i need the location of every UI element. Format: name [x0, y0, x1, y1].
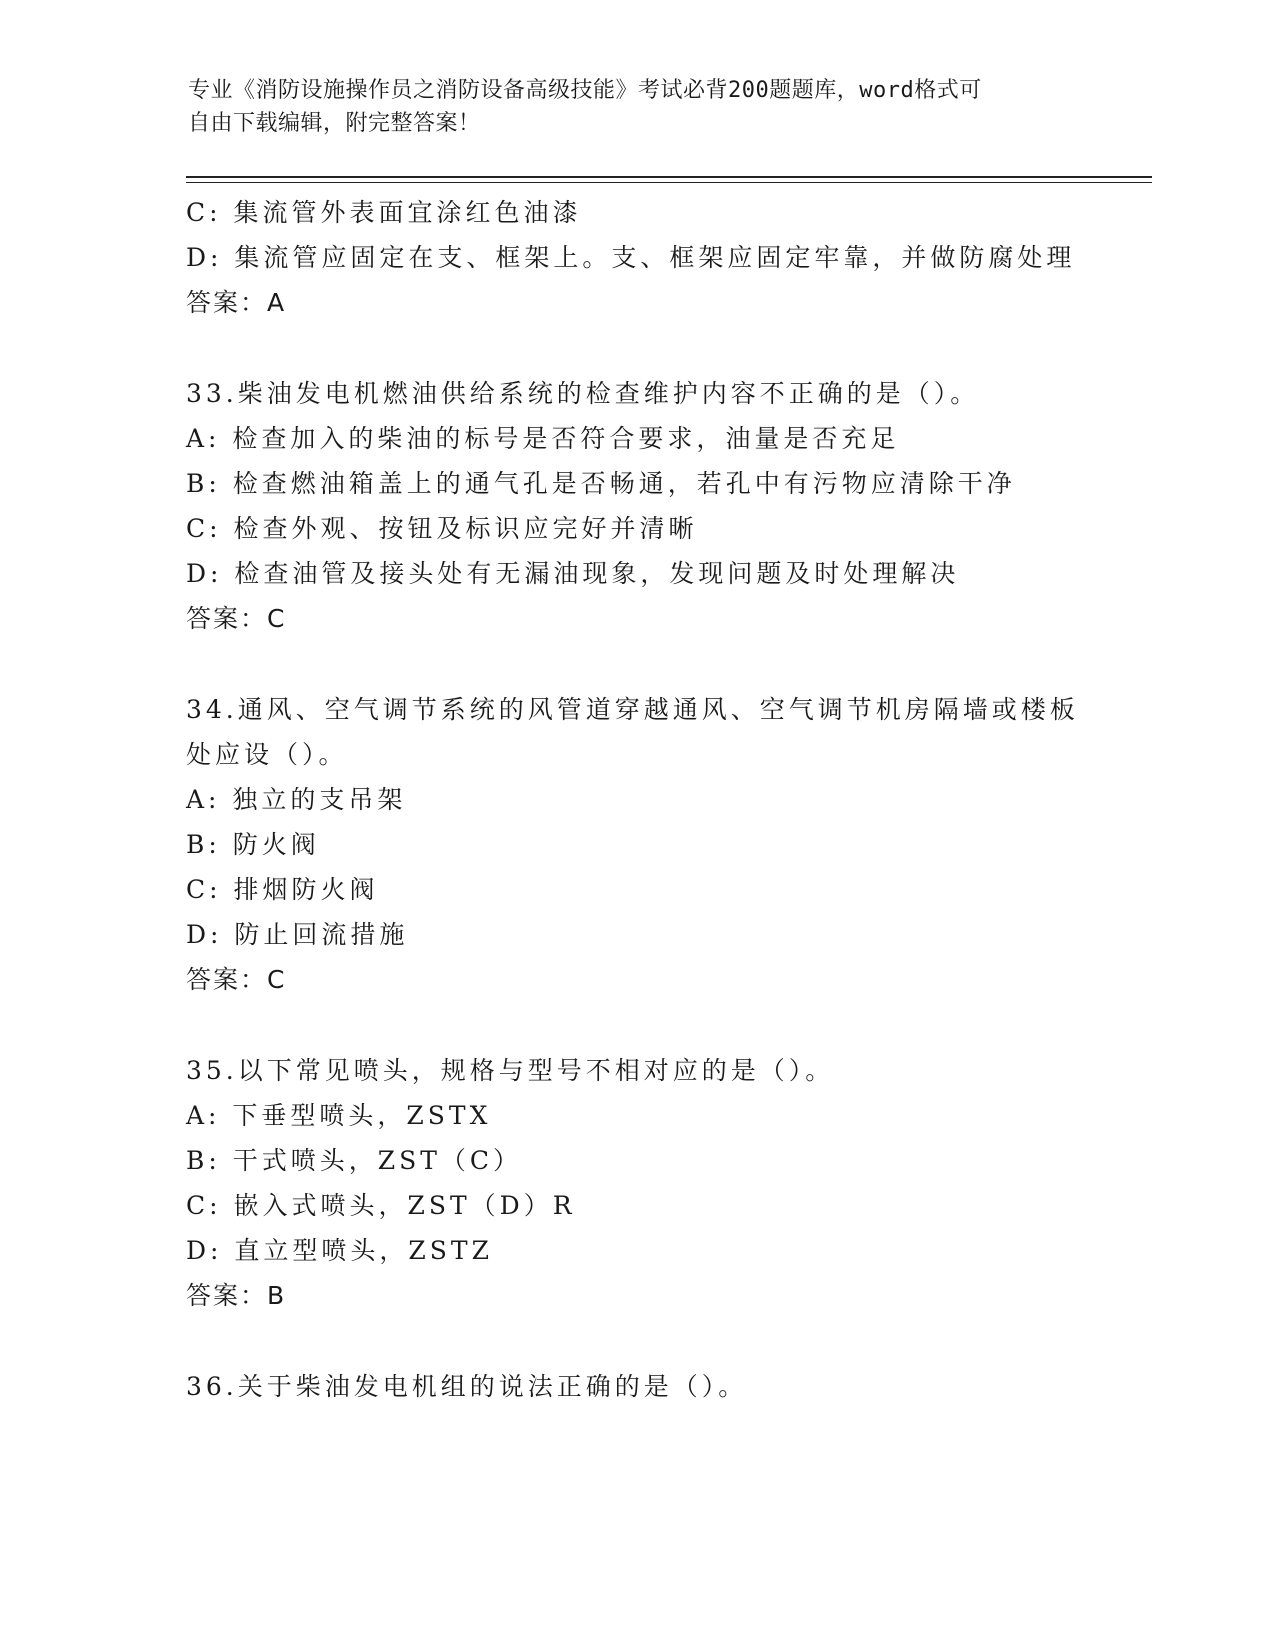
answer: 答案：B	[186, 1281, 287, 1310]
option-c: C: 集流管外表面宜涂红色油漆	[186, 198, 582, 227]
option-c: C: 嵌入式喷头，ZST（D）R	[186, 1191, 576, 1220]
option-c: C: 排烟防火阀	[186, 875, 379, 904]
option-a: A: 独立的支吊架	[186, 785, 407, 814]
answer: 答案：C	[186, 604, 287, 633]
question-text-line-2: 处应设（）。	[186, 740, 348, 769]
page-header	[188, 74, 1068, 140]
question-list	[186, 190, 1146, 1409]
option-c: C: 检查外观、按钮及标识应完好并清晰	[186, 514, 698, 543]
header-line-1: 专业《消防设施操作员之消防设备高级技能》考试必背200题题库，word格式可	[188, 78, 982, 103]
question-text-line-1: 34.通风、空气调节系统的风管道穿越通风、空气调节机房隔墙或楼板	[186, 695, 1079, 724]
question-36	[186, 1364, 1146, 1409]
question-35	[186, 1048, 1146, 1318]
answer: 答案：C	[186, 965, 287, 994]
question-text: 36.关于柴油发电机组的说法正确的是（）。	[186, 1372, 748, 1401]
option-d: D: 检查油管及接头处有无漏油现象，发现问题及时处理解决	[186, 559, 960, 588]
question-text: 35.以下常见喷头，规格与型号不相对应的是（）。	[186, 1056, 835, 1085]
option-b: B: 检查燃油箱盖上的通气孔是否畅通，若孔中有污物应清除干净	[186, 469, 1016, 498]
question-32-tail	[186, 190, 1146, 325]
option-a: A: 下垂型喷头，ZSTX	[186, 1101, 492, 1130]
question-text: 33.柴油发电机燃油供给系统的检查维护内容不正确的是（）。	[186, 379, 980, 408]
header-line-2: 自由下载编辑，附完整答案！	[188, 111, 481, 136]
question-34	[186, 687, 1146, 1002]
option-a: A: 检查加入的柴油的标号是否符合要求，油量是否充足	[186, 424, 900, 453]
option-b: B: 干式喷头，ZST（C）	[186, 1146, 523, 1175]
option-d: D: 集流管应固定在支、框架上。支、框架应固定牢靠，并做防腐处理	[186, 243, 1076, 272]
answer: 答案：A	[186, 288, 287, 317]
option-b: B: 防火阀	[186, 830, 320, 859]
option-d: D: 防止回流措施	[186, 920, 409, 949]
option-d: D: 直立型喷头，ZSTZ	[186, 1236, 493, 1265]
header-divider	[186, 176, 1152, 183]
question-33	[186, 371, 1146, 641]
